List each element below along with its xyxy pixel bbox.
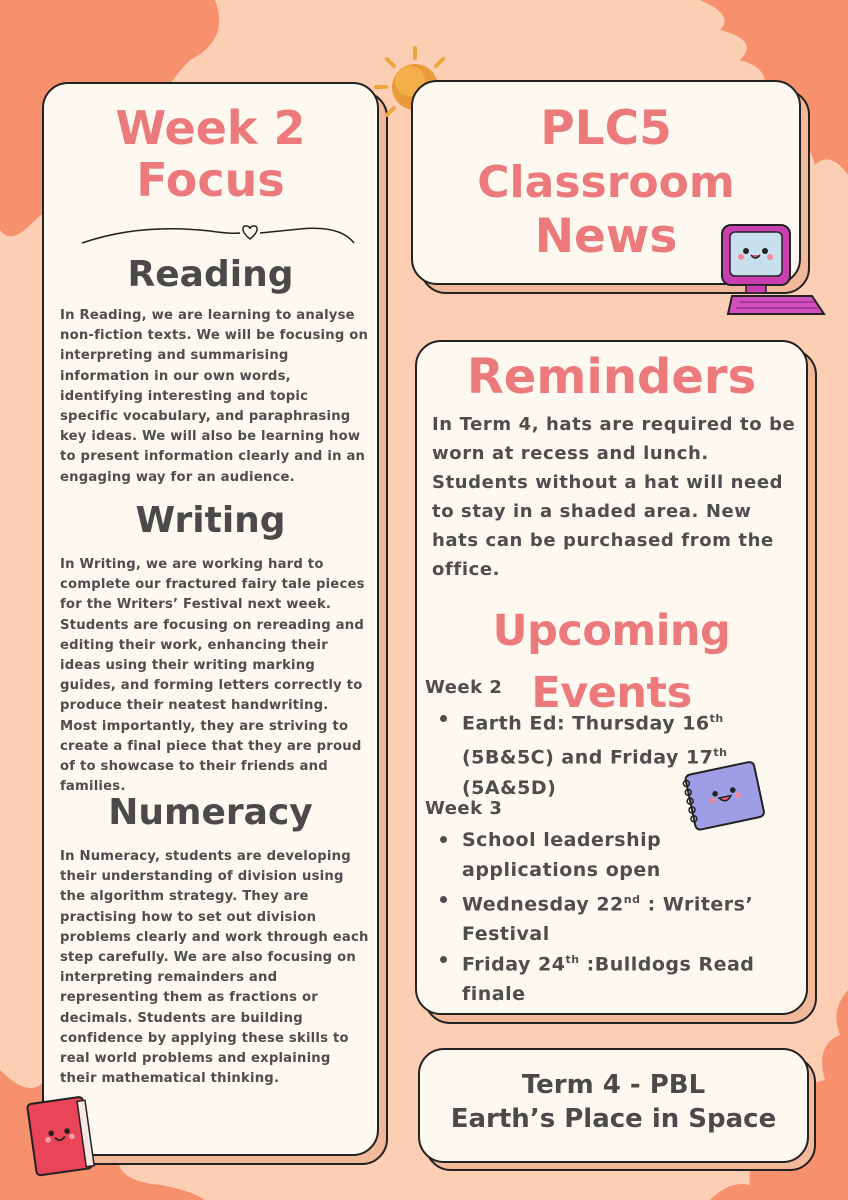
events-week3-label: Week 3: [425, 798, 503, 819]
title-line1: PLC5: [540, 101, 672, 156]
event-writers-festival-line2: Festival: [462, 923, 550, 946]
events-week2-label: Week 2: [425, 677, 503, 698]
bullet: [440, 956, 447, 963]
event-earth-ed-line1: Earth Ed: Thursday 16th: [462, 712, 724, 735]
pbl-line1: Term 4 - PBL: [521, 1070, 706, 1100]
book-icon: [20, 1092, 102, 1184]
event-leadership-line1: School leadership: [462, 829, 662, 851]
numeracy-text: In Numeracy, students are developing their understanding of division using the algorithm strategy. They are practising how to set out division problems clearly and work through each step carefully. We are also focusing on interpreting remainders and representing them as fractions or decimals. Students are building confidence by applying these skills to real world problems and explaining their mathematical thinking.: [60, 849, 369, 1087]
bullet: [440, 715, 447, 722]
focus-title: [44, 102, 377, 206]
focus-card: [42, 82, 379, 1156]
event-writers-festival-line1: Wednesday 22nd : Writers’: [462, 893, 754, 916]
title-line3: News: [534, 209, 678, 264]
notebook-icon: [676, 758, 772, 836]
bullet: [440, 896, 447, 903]
event-bulldogs-read-line2: finale: [462, 983, 526, 1006]
event-earth-ed-line2: (5B&5C) and Friday 17th: [462, 746, 728, 769]
bullet: [440, 836, 447, 843]
reminders-text: In Term 4, hats are required to be worn at recess and lunch. Students without a hat will need to stay in a shaded area. New hats can be purchased from the office.: [432, 414, 796, 580]
numeracy-heading: Numeracy: [108, 792, 313, 833]
reading-heading: Reading: [127, 254, 294, 295]
event-bulldogs-read-line1: Friday 24th :Bulldogs Read: [462, 953, 755, 976]
footer-card: [418, 1048, 809, 1163]
reading-text: In Reading, we are learning to analyse non-fiction texts. We will be focusing on interpreting and summarising information in our own words, identifying interesting and topic specific vocabulary, and paraphrasing key ideas. We will also be learning how to present information clearly and in an engaging way for an audience.: [60, 308, 369, 485]
event-leadership-line2: applications open: [462, 859, 661, 881]
event-writers-festival: [462, 885, 782, 949]
events-title: Upcoming Events: [492, 606, 731, 718]
writing-text: In Writing, we are working hard to complete our fractured fairy tale pieces for the Writers’ Festival next week. Students are focusing on rereading and editing their work, enhancing their ideas using their writing marking guides, and forming letters correctly to produce their neatest handwriting. Most importantly, they are striving to create a final piece that they are proud of to showcase to their friends and families.: [60, 557, 365, 795]
focus-title-line2: Focus: [136, 153, 285, 207]
writing-heading: Writing: [135, 500, 286, 541]
info-card: [415, 340, 808, 1015]
reminders-title: Reminders: [466, 349, 757, 405]
focus-title-line1: Week 2: [115, 101, 306, 155]
event-earth-ed-line3: (5A&5D): [462, 776, 557, 799]
event-bulldogs-read: [462, 945, 782, 1009]
pbl-title: [420, 1068, 807, 1136]
computer-icon: [718, 222, 828, 324]
heart-divider-icon: [80, 219, 356, 249]
title-line2: Classroom: [477, 157, 735, 208]
pbl-line2: Earth’s Place in Space: [450, 1104, 777, 1134]
